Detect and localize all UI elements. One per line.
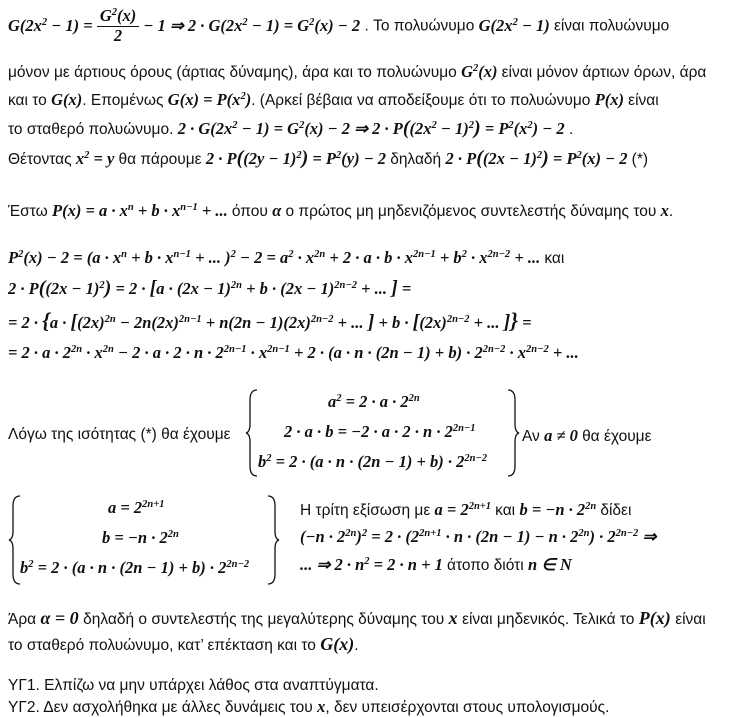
line-9: = $2 \cdot \{a \cdot [(2x)^{2n} - 2n(2x)^{2n-1} + n(2n - 1)(2x)^{2n-2}$ + ... ] + $b \cdot [(2x)^{2n-2}$ + ... ]} = bbox=[8, 308, 532, 333]
text: και bbox=[544, 250, 565, 267]
text: δηλαδή bbox=[390, 151, 442, 168]
sys2-eq2: $b = -n \cdot 2^{2n}$ bbox=[102, 528, 179, 547]
text: Έστω bbox=[8, 203, 48, 220]
line-5: Θέτοντας $x^2 = y$ θα πάρουμε $2 \cdot P((2y - 1)^2) = P^2(y) - 2$ δηλαδή $2 \cdot P((2x - 1)^2) = P^2(x) - 2$ (*) bbox=[8, 147, 649, 169]
line-6: Έστω $P(x) = a \cdot x^n + b \cdot x^{n-1}$ + ... όπου α ο πρώτος μη μηδενιζόμενος συντελεστής δύναμης του x. bbox=[8, 201, 674, 220]
text: είναι πολυώνυμο bbox=[553, 17, 670, 35]
line-2: μόνον με άρτιους όρους (άρτιας δύναμης), άρα και το πολυώνυμο $G^2(x)$ είναι μόνον άρτιων όρων, άρα bbox=[8, 62, 707, 81]
text: . Επομένως bbox=[82, 92, 164, 109]
line-3: και το G(x). Επομένως $G(x) = P(x^2)$. (Αρκεί βέβαια να αποδείξουμε ότι το πολυώνυμο P(x) είναι bbox=[8, 90, 659, 109]
ps1: ΥΓ1. Ελπίζω να μην υπάρχει λάθος στα αναπτύγματα. bbox=[8, 677, 379, 694]
text: είναι bbox=[628, 92, 659, 109]
system1 bbox=[258, 392, 508, 477]
sys2-eq1: $a = 2^{2n+1}$ bbox=[108, 498, 165, 517]
text: όπου bbox=[231, 203, 268, 220]
text: Θέτοντας bbox=[8, 151, 72, 168]
sys2-eq3: $b^2 = 2 \cdot (a \cdot n \cdot (2n - 1) + b) \cdot 2^{2n-2}$ bbox=[20, 558, 250, 577]
text: και το bbox=[8, 92, 47, 109]
ps2: ΥΓ2. Δεν ασχολήθηκα με άλλες δυνάμεις του x, δεν υπεισέρχονται στους υπολογισμούς. bbox=[8, 697, 610, 716]
left-brace-icon bbox=[245, 388, 259, 478]
sys1-eq2: $2 \cdot a \cdot b = -2 \cdot a \cdot 2 \cdot n \cdot 2^{2n-1}$ bbox=[284, 422, 476, 441]
conclusion-line-2: το σταθερό πολυώνυμο, κατ’ επέκταση και το G(x). bbox=[8, 634, 359, 654]
text: . (Αρκεί βέβαια να αποδείξουμε ότι το πολυώνυμο bbox=[251, 92, 591, 109]
text: (*) bbox=[631, 151, 649, 168]
right-brace-icon bbox=[266, 494, 280, 586]
right-brace-icon bbox=[506, 388, 520, 478]
line-7: $P^2(x) - 2 = (a \cdot x^n + b \cdot x^{n-1}$ + ... )$^2 - 2 = a^2 \cdot x^{2n} + 2 \cdot a \cdot b \cdot x^{2n-1} + b^2 \cdot x^{2n-2}$ + ... και bbox=[8, 248, 565, 267]
text: θα πάρουμε bbox=[118, 151, 202, 168]
line-8: $2 \cdot P((2x - 1)^2) = 2 \cdot [a \cdot (2x - 1)^{2n} + b \cdot (2x - 1)^{2n-2}$ + ... ] = bbox=[8, 277, 412, 299]
line-10: = $2 \cdot a \cdot 2^{2n} \cdot x^{2n} - 2 \cdot a \cdot 2 \cdot n \cdot 2^{2n-1} \cdot x^{2n-1} + 2 \cdot (a \cdot n \cdot (2n - 1) + b) \cdot 2^{2n-2} \cdot x^{2n-2}$ + ... bbox=[8, 343, 579, 362]
text: ο πρώτος μη μηδενιζόμενος συντελεστής δύναμης του bbox=[285, 203, 657, 220]
conclusion-line-1: Άρα α = 0 δηλαδή ο συντελεστής της μεγαλύτερης δύναμης του x είναι μηδενικός. Τελικά το P(x) είναι bbox=[8, 608, 706, 628]
sys2-text-3: ... ⇒ $2 \cdot n^2 = 2 \cdot n + 1$ άτοπο διότι n ∈ N bbox=[300, 555, 572, 574]
sys1-eq1: $a^2 = 2 \cdot a \cdot 2^{2n}$ bbox=[328, 392, 420, 411]
text: είναι μόνον άρτιων όρων, άρα bbox=[501, 64, 707, 81]
text: Το πολυώνυμο bbox=[373, 17, 475, 35]
text: μόνον με άρτιους όρους (άρτιας δύναμης), άρα και το πολυώνυμο bbox=[8, 64, 457, 81]
system1-after: Αν a ≠ 0 θα έχουμε bbox=[522, 426, 652, 445]
fraction-g2-over-2: $\frac{G^2(x)}{2}$ bbox=[97, 7, 139, 46]
system1-label: Λόγω της ισότητας (*) θα έχουμε bbox=[8, 426, 231, 443]
text: το σταθερό πολυώνυμο. bbox=[8, 121, 174, 138]
sys2-text-1: Η τρίτη εξίσωση με $a = 2^{2n+1}$ και $b = -n \cdot 2^{2n}$ δίδει bbox=[300, 500, 632, 519]
sys1-eq3: $b^2 = 2 \cdot (a \cdot n \cdot (2n - 1) + b) \cdot 2^{2n-2}$ bbox=[258, 452, 488, 471]
line-4: το σταθερό πολυώνυμο. $2 \cdot G(2x^2 - 1) = G^2(x) - 2$ ⇒ $2 \cdot P((2x^2 - 1)^2) = P^2(x^2) - 2$ . bbox=[8, 117, 574, 139]
sys2-text-2: $(-n \cdot 2^{2n})^2 = 2 \cdot (2^{2n+1} \cdot n \cdot (2n - 1) - n \cdot 2^{2n}) \cdot 2^{2n-2}$ ⇒ bbox=[300, 527, 657, 546]
line-1: $G(2x^2 - 1)$ = $\frac{G^2(x)}{2}$ − 1 ⇒ $2 \cdot G(2x^2 - 1) = G^2(x) - 2$ . Το πολυώνυμο $G(2x^2 - 1)$ είναι πολυώνυμο bbox=[8, 6, 670, 45]
system2 bbox=[20, 498, 275, 584]
